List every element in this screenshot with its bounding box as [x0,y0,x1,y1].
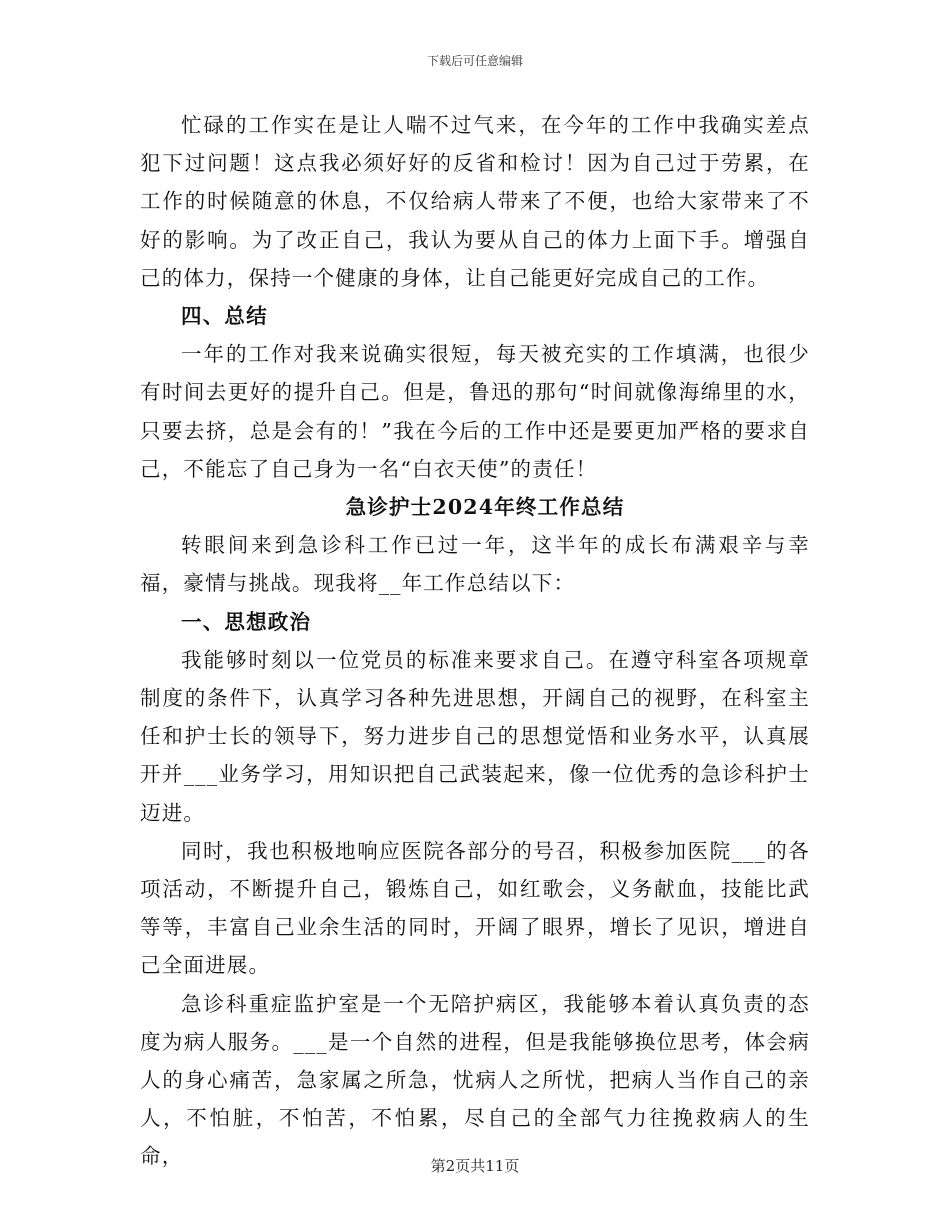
paragraph-6: 急诊科重症监护室是一个无陪护病区，我能够本着认真负责的态度为病人服务。___是一个自然的进程，但是我能够换位思考，体会病人的身心痛苦，急家属之所急，忧病人之所忧，把病人当作自己的亲人，不怕脏，不怕苦，不怕累，尽自己的全部气力往挽救病人的生命， [140,991,810,1169]
document-title: 急诊护士2024年终工作总结 [345,495,625,520]
paragraph-4: 我能够时刻以一位党员的标准来要求自己。在遵守科室各项规章制度的条件下，认真学习各种先进思想，开阔自己的视野，在科室主任和护士长的领导下，努力进步自己的思想觉悟和业务水平，认真展开并___业务学习，用知识把自己武装起来，像一位优秀的急诊科护士迈进。 [140,647,810,825]
document-body [140,106,810,1176]
paragraph-5: 同时，我也积极地响应医院各部分的号召，积极参加医院___的各项活动，不断提升自己，锻炼自己，如红歌会，义务献血，技能比武等等，丰富自己业余生活的同时，开阔了眼界，增长了见识，增进自己全面进展。 [140,838,810,978]
page-header: 下载后可任意编辑 [426,54,523,68]
page-footer: 第2页共11页 [430,1157,520,1175]
section-heading-summary: 四、总结 [181,304,268,329]
section-heading-politics: 一、思想政治 [181,609,312,634]
paragraph-2: 一年的工作对我来说确实很短，每天被充实的工作填满，也很少有时间去更好的提升自己。但是，鲁迅的那句“时间就像海绵里的水，只要去挤，总是会有的！”我在今后的工作中还是要更加严格的要求自己，不能忘了自己身为一名“白衣天使”的责任！ [140,342,810,481]
paragraph-3: 转眼间来到急诊科工作已过一年，这半年的成长布满艰辛与幸福，豪情与挑战。现我将__年工作总结以下： [140,533,810,596]
paragraph-1: 忙碌的工作实在是让人喘不过气来，在今年的工作中我确实差点犯下过问题！这点我必须好好的反省和检讨！因为自己过于劳累，在工作的时候随意的休息，不仅给病人带来了不便，也给大家带来了不好的影响。为了改正自己，我认为要从自己的体力上面下手。增强自己的体力，保持一个健康的身体，让自己能更好完成自己的工作。 [140,113,810,290]
